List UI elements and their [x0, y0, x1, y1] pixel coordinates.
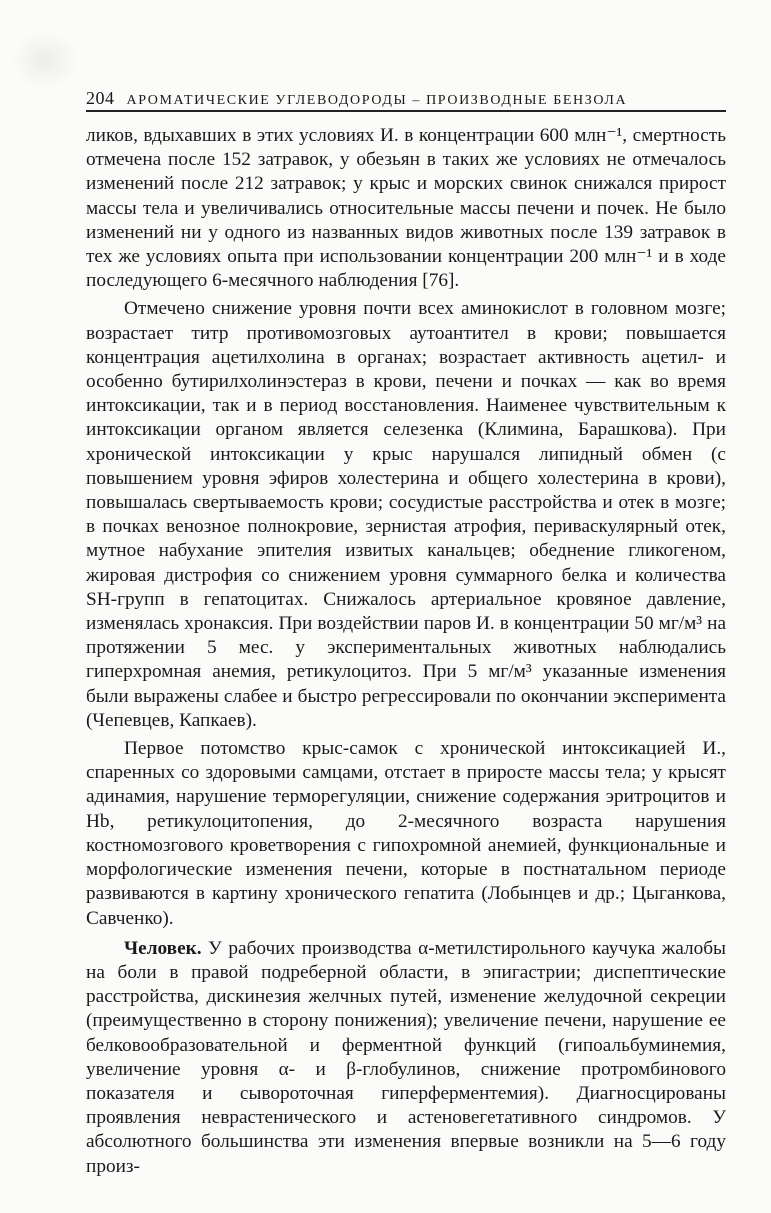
page-number: 204	[86, 88, 115, 108]
paragraph-offspring	[86, 737, 726, 931]
paragraph-text: ликов, вдыхавших в этих условиях И. в концентрации 600 млн⁻¹, смертность отмечена после 152 затравок, у обезьян в таких же условиях не отмечалось изменений после 212 затравок; у крыс и морских свинок снижался прирост массы тела и увеличивались относительные массы печени и почек. Не было изменений ни у одного из названных видов животных после 139 затравок в тех же условиях опыта при использовании концентрации 200 млн⁻¹ и в ходе последующего 6-месячного наблюдения [76].	[86, 125, 726, 292]
page-header	[86, 88, 726, 112]
paragraph-continuation	[86, 124, 726, 293]
page-body	[86, 124, 726, 1179]
paragraph-aminoacids	[86, 297, 726, 733]
section-lead: Человек.	[124, 937, 202, 959]
paragraph-text: Первое потомство крыс-самок с хронической интоксикацией И., спаренных со здоровыми самцами, отстает в приросте массы тела; у крысят адинамия, нарушение терморегуляции, снижение содержания эритроцитов и Hb, ретикулоцитопения, до 2-месячного возраста нарушения костномозгового кроветворения с гипохромной анемией, функциональные и морфологические изменения печени, которые в постнатальном периоде развиваются в картину хронического гепатита (Лобынцев и др.; Цыганкова, Савченко).	[86, 738, 726, 929]
paragraph-text: Отмечено снижение уровня почти всех аминокислот в головном мозге; возрастает титр противомозговых аутоантител в крови; повышается концентрация ацетилхолина в органах; возрастает активность ацетил- и особенно бутирилхолинэстераз в крови, печени и почках — как во время интоксикации, так и в период восстановления. Наименее чувствительным к интоксикации органом является селезенка (Климина, Барашкова). При хронической интоксикации у крыс нарушался липидный обмен (с повышением уровня эфиров холестерина и общего холестерина в крови), повышалась свертываемость крови; сосудистые расстройства и отек в мозге; в почках венозное полнокровие, зернистая атрофия, периваскулярный отек, мутное набухание эпителия извитых канальцев; обеднение гликогеном, жировая дистрофия со снижением уровня суммарного белка и количества SH-групп в гепатоцитах. Снижалось артериальное кровяное давление, изменялась хронаксия. При воздействии паров И. в концентрации 50 мг/м³ на протяжении 5 мес. у экспериментальных животных наблюдались гиперхромная анемия, ретикулоцитоз. При 5 мг/м³ указанные изменения были выражены слабее и быстро регрессировали по окончании эксперимента (Чепевцев, Капкаев).	[86, 298, 726, 731]
paragraph-human	[86, 937, 726, 1179]
running-title: АРОМАТИЧЕСКИЕ УГЛЕВОДОРОДЫ – ПРОИЗВОДНЫЕ БЕНЗОЛА	[126, 93, 628, 108]
scan-smudge	[10, 30, 80, 90]
paragraph-text: У рабочих производства α-метилстирольного каучука жалобы на боли в правой подреберной области, в эпигастрии; диспептические расстройства, дискинезия желчных путей, изменение желудочной секреции (преимущественно в сторону понижения); увеличение печени, нарушение ее белковообразовательной и ферментной функций (гипоальбуминемия, увеличение уровня α- и β-глобулинов, снижение протромбинового показателя и сывороточная гиперферментемия). Диагносцированы проявления неврастенического и астеновегетативного синдромов. У абсолютного большинства эти изменения впервые возникли на 5—6 году произ-	[86, 937, 726, 1177]
